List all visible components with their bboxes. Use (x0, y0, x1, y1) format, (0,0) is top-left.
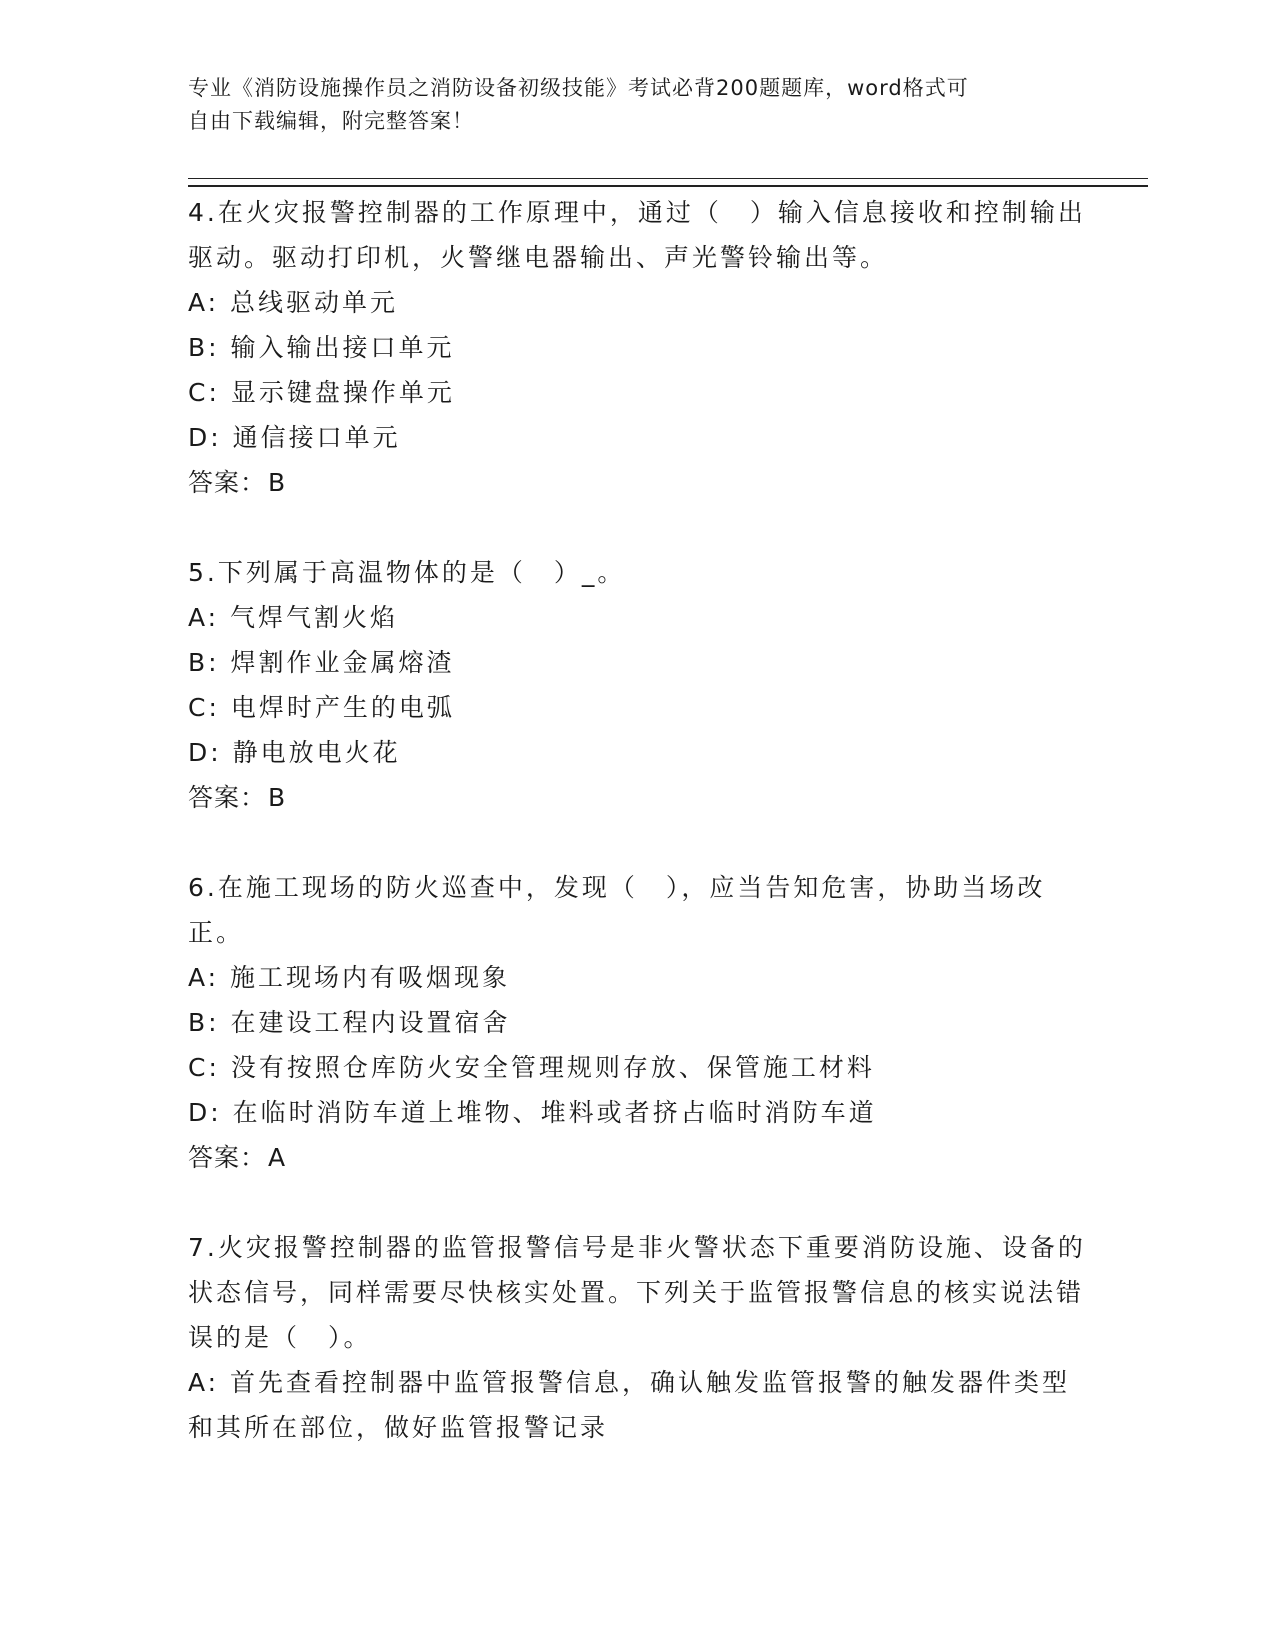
option-b: B: 输入输出接口单元 (188, 333, 455, 362)
header-line-1: 专业《消防设施操作员之消防设备初级技能》考试必背200题题库，word格式可 (188, 76, 969, 100)
question-item (188, 550, 1088, 820)
document-header (188, 72, 1068, 138)
header-line-2: 自由下载编辑，附完整答案！ (188, 109, 474, 133)
answer-label: 答案： (188, 468, 267, 497)
option-a: A: 总线驱动单元 (188, 288, 399, 317)
option-a: A: 首先查看控制器中监管报警信息，确认触发监管报警的触发器件类型和其所在部位，做好监管报警记录 (188, 1368, 1071, 1442)
question-list (188, 190, 1088, 1495)
answer-label: 答案： (188, 1143, 267, 1172)
question-stem: 4.在火灾报警控制器的工作原理中，通过（ ）输入信息接收和控制输出驱动。驱动打印机，火警继电器输出、声光警铃输出等。 (188, 198, 1086, 272)
question-item (188, 190, 1088, 505)
question-stem: 5.下列属于高温物体的是（ ）_。 (188, 558, 626, 587)
answer-value: B (268, 468, 287, 497)
option-c: C: 显示键盘操作单元 (188, 378, 455, 407)
question-stem: 6.在施工现场的防火巡查中，发现（ ），应当告知危害，协助当场改正。 (188, 873, 1046, 947)
answer-value: A (268, 1143, 287, 1172)
option-c: C: 电焊时产生的电弧 (188, 693, 455, 722)
option-b: B: 焊割作业金属熔渣 (188, 648, 455, 677)
option-a: A: 施工现场内有吸烟现象 (188, 963, 511, 992)
option-d: D: 通信接口单元 (188, 423, 401, 452)
option-c: C: 没有按照仓库防火安全管理规则存放、保管施工材料 (188, 1053, 875, 1082)
question-stem: 7.火灾报警控制器的监管报警信号是非火警状态下重要消防设施、设备的状态信号，同样需要尽快核实处置。下列关于监管报警信息的核实说法错误的是（ ）。 (188, 1233, 1086, 1352)
question-item (188, 865, 1088, 1180)
answer-line (188, 460, 1088, 505)
option-d: D: 静电放电火花 (188, 738, 401, 767)
option-a: A: 气焊气割火焰 (188, 603, 399, 632)
answer-value: B (268, 783, 287, 812)
answer-label: 答案： (188, 783, 267, 812)
question-item (188, 1225, 1088, 1450)
answer-line (188, 1135, 1088, 1180)
answer-line (188, 775, 1088, 820)
header-divider (188, 178, 1148, 187)
option-d: D: 在临时消防车道上堆物、堆料或者挤占临时消防车道 (188, 1098, 877, 1127)
option-b: B: 在建设工程内设置宿舍 (188, 1008, 511, 1037)
